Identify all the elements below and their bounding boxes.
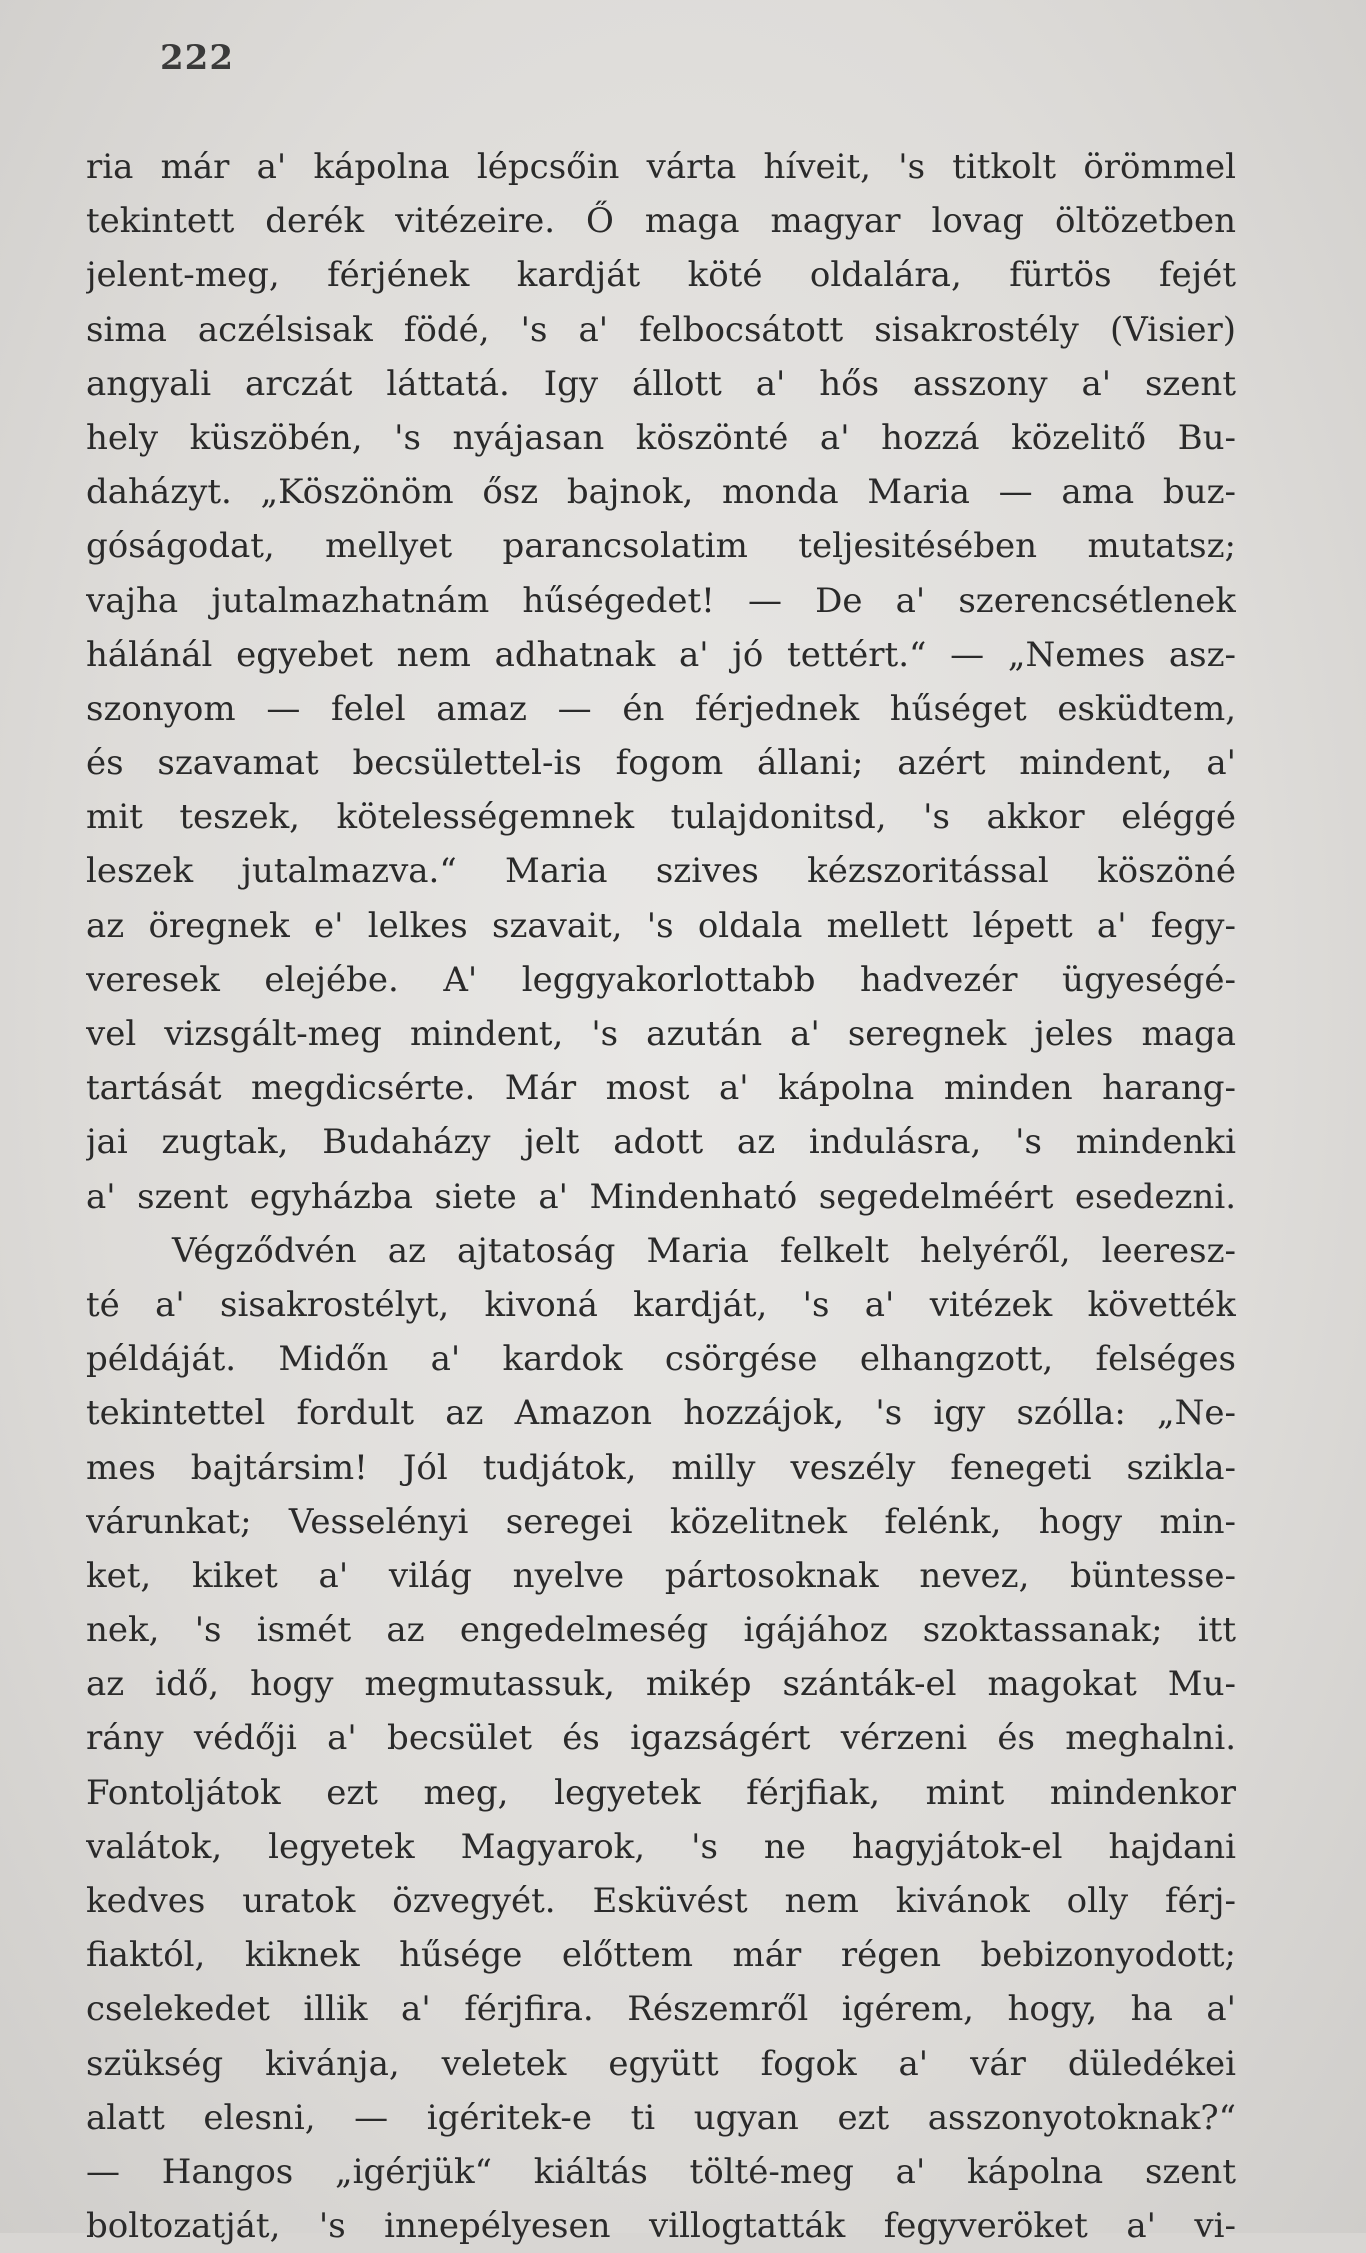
text-line: tekintettel fordult az Amazon hozzájok, 's igy szólla: „Ne- bbox=[86, 1393, 1236, 1434]
text-line: az öregnek e' lelkes szavait, 's oldala mellett lépett a' fegy- bbox=[86, 905, 1236, 946]
text-line: Fontoljátok ezt meg, legyetek férjfiak, mint mindenkor bbox=[86, 1772, 1236, 1813]
text-line: szonyom — felel amaz — én férjednek hűséget esküdtem, bbox=[86, 688, 1236, 729]
text-line: alatt elesni, — igéritek-e ti ugyan ezt asszonyotoknak?“ bbox=[86, 2097, 1236, 2138]
text-line: várunkat; Vesselényi seregei közelitnek felénk, hogy min- bbox=[86, 1501, 1236, 1542]
text-line: veresek elejébe. A' leggyakorlottabb hadvezér ügyeségé- bbox=[86, 959, 1236, 1000]
text-line: a' szent egyházba siete a' Mindenható segedelméért esedezni. bbox=[86, 1176, 1236, 1217]
text-line: rány védőji a' becsület és igazságért vérzeni és meghalni. bbox=[86, 1718, 1236, 1759]
text-line: hely küszöbén, 's nyájasan köszönté a' hozzá közelitő Bu- bbox=[86, 417, 1236, 458]
text-line: Végződvén az ajtatoság Maria felkelt helyéről, leeresz- bbox=[172, 1230, 1236, 1271]
text-line: daházyt. „Köszönöm ősz bajnok, monda Maria — ama buz- bbox=[86, 472, 1236, 513]
text-line: hálánál egyebet nem adhatnak a' jó tettért.“ — „Nemes asz- bbox=[86, 634, 1236, 675]
text-line: kedves uratok özvegyét. Esküvést nem kivánok olly férj- bbox=[86, 1881, 1236, 1921]
text-line: té a' sisakrostélyt, kivoná kardját, 's a' vitézek követték bbox=[86, 1284, 1236, 1325]
text-line: ket, kiket a' világ nyelve pártosoknak nevez, büntesse- bbox=[86, 1555, 1236, 1596]
text-line: mes bajtársim! Jól tudjátok, milly veszély fenegeti szikla- bbox=[86, 1447, 1236, 1488]
text-line: nek, 's ismét az engedelmeség igájához szoktassanak; itt bbox=[86, 1610, 1236, 1651]
text-line: leszek jutalmazva.“ Maria szives kézszoritással köszöné bbox=[86, 851, 1236, 892]
text-line: mit teszek, kötelességemnek tulajdonitsd, 's akkor eléggé bbox=[86, 797, 1236, 838]
page-number: 222 bbox=[160, 38, 234, 78]
text-line: példáját. Midőn a' kardok csörgése elhangzott, felséges bbox=[86, 1339, 1236, 1380]
text-line: boltozatját, 's innepélyesen villogtatták fegyveröket a' vi- bbox=[86, 2206, 1236, 2247]
text-line: jai zugtak, Budaházy jelt adott az indulásra, 's mindenki bbox=[86, 1122, 1236, 1163]
text-line: tartását megdicsérte. Már most a' kápolna minden harang- bbox=[86, 1068, 1236, 1109]
text-line: ria már a' kápolna lépcsőin várta híveit, 's titkolt örömmel bbox=[86, 147, 1236, 187]
text-line: cselekedet illik a' férjfira. Részemről igérem, hogy, ha a' bbox=[86, 1989, 1236, 2030]
text-line: — Hangos „igérjük“ kiáltás tölté-meg a' kápolna szent bbox=[86, 2151, 1236, 2192]
text-line: vajha jutalmazhatnám hűségedet! — De a' szerencsétlenek bbox=[86, 580, 1236, 621]
text-line: sima aczélsisak födé, 's a' felbocsátott sisakrostély (Visier) bbox=[86, 309, 1236, 350]
text-line: tekintett derék vitézeire. Ő maga magyar lovag öltözetben bbox=[86, 201, 1236, 242]
text-line: vel vizsgált-meg mindent, 's azután a' seregnek jeles maga bbox=[86, 1014, 1236, 1054]
text-line: valátok, legyetek Magyarok, 's ne hagyjátok-el hajdani bbox=[86, 1826, 1236, 1867]
text-line: az idő, hogy megmutassuk, mikép szánták-el magokat Mu- bbox=[86, 1664, 1236, 1705]
text-line: góságodat, mellyet parancsolatim teljesitésében mutatsz; bbox=[86, 526, 1236, 567]
text-line: szükség kivánja, veletek együtt fogok a' vár düledékei bbox=[86, 2043, 1236, 2084]
text-line: fiaktól, kiknek hűsége előttem már régen bebizonyodott; bbox=[86, 1935, 1236, 1976]
body-text bbox=[86, 140, 1236, 2253]
text-line: jelent-meg, férjének kardját köté oldalára, fürtös fejét bbox=[86, 255, 1236, 296]
text-line: angyali arczát láttatá. Igy állott a' hős asszony a' szent bbox=[86, 363, 1236, 404]
text-line: és szavamat becsülettel-is fogom állani; azért mindent, a' bbox=[86, 743, 1236, 784]
